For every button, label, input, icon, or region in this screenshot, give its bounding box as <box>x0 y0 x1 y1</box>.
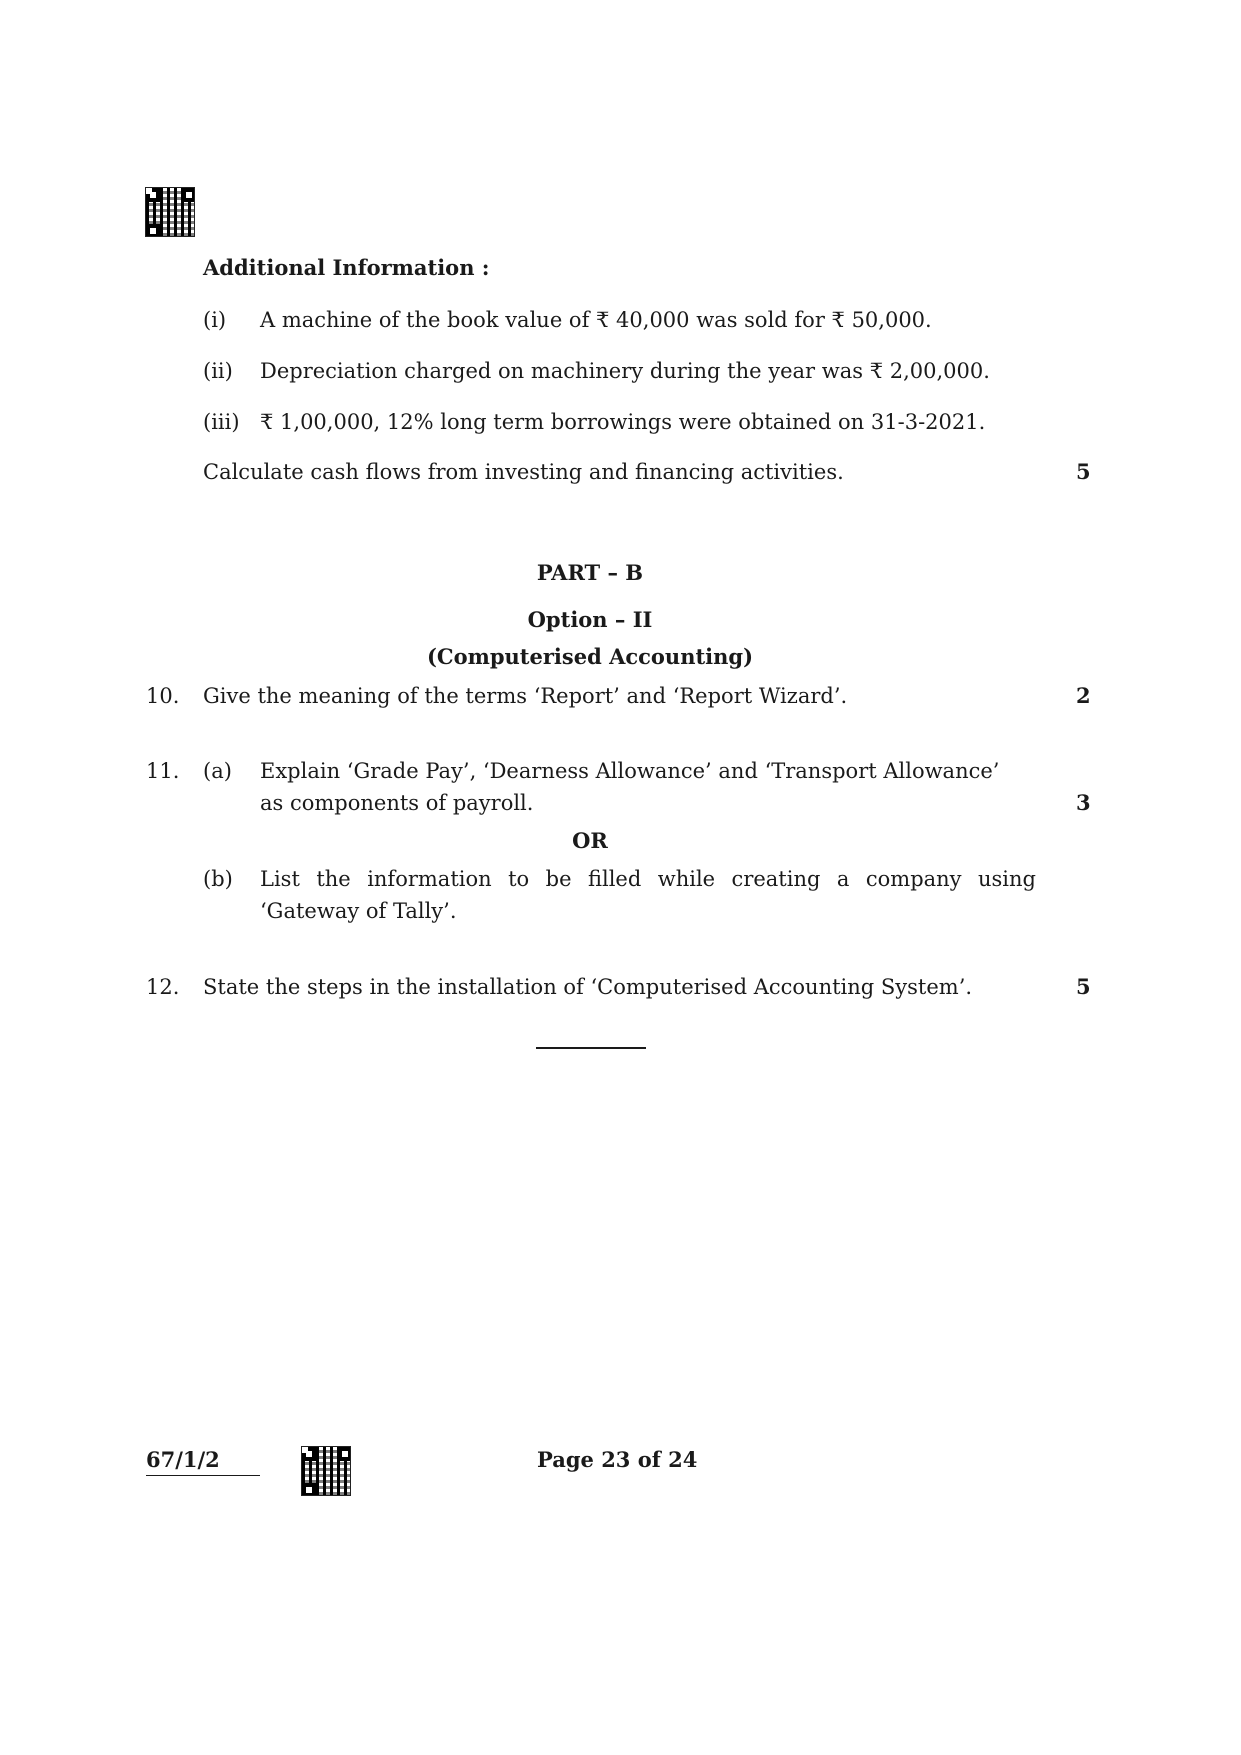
item-text: Depreciation charged on machinery during the year was ₹ 2,00,000. <box>260 359 990 383</box>
question-number: 10. <box>146 684 180 708</box>
qr-code-icon <box>145 187 195 237</box>
question-text: Explain ‘Grade Pay’, ‘Dearness Allowance’ and ‘Transport Allowance’ <box>260 759 1000 783</box>
question-text: List the information to be filled while creating a company using <box>260 867 1036 891</box>
marks: 2 <box>1076 683 1091 708</box>
marks: 3 <box>1076 790 1091 815</box>
qr-code-icon <box>301 1446 351 1496</box>
question-number: 12. <box>146 975 180 999</box>
question-text: as components of payroll. <box>260 791 534 815</box>
marks: 5 <box>1076 459 1091 484</box>
item-number: (ii) <box>203 359 233 383</box>
item-number: (iii) <box>203 410 240 434</box>
or-separator: OR <box>572 828 608 853</box>
paper-code: 67/1/2 <box>146 1447 220 1472</box>
additional-info-heading: Additional Information : <box>203 255 490 280</box>
item-text: ₹ 1,00,000, 12% long term borrowings were obtained on 31-3-2021. <box>260 410 986 434</box>
subpart-label: (a) <box>203 759 232 783</box>
paper-code-underline <box>146 1475 260 1476</box>
item-text: A machine of the book value of ₹ 40,000 was sold for ₹ 50,000. <box>260 308 932 332</box>
question-text: ‘Gateway of Tally’. <box>260 899 457 923</box>
question-text: Calculate cash flows from investing and financing activities. <box>203 460 844 484</box>
question-number: 11. <box>146 759 180 783</box>
section-subtitle: (Computerised Accounting) <box>426 644 754 669</box>
marks: 5 <box>1076 974 1091 999</box>
part-title: PART – B <box>536 560 644 585</box>
end-divider <box>536 1047 646 1049</box>
page-number: Page 23 of 24 <box>537 1447 698 1472</box>
option-title: Option – II <box>527 607 653 632</box>
question-text: State the steps in the installation of ‘Computerised Accounting System’. <box>203 975 973 999</box>
subpart-label: (b) <box>203 867 233 891</box>
item-number: (i) <box>203 308 227 332</box>
question-text: Give the meaning of the terms ‘Report’ and ‘Report Wizard’. <box>203 684 848 708</box>
